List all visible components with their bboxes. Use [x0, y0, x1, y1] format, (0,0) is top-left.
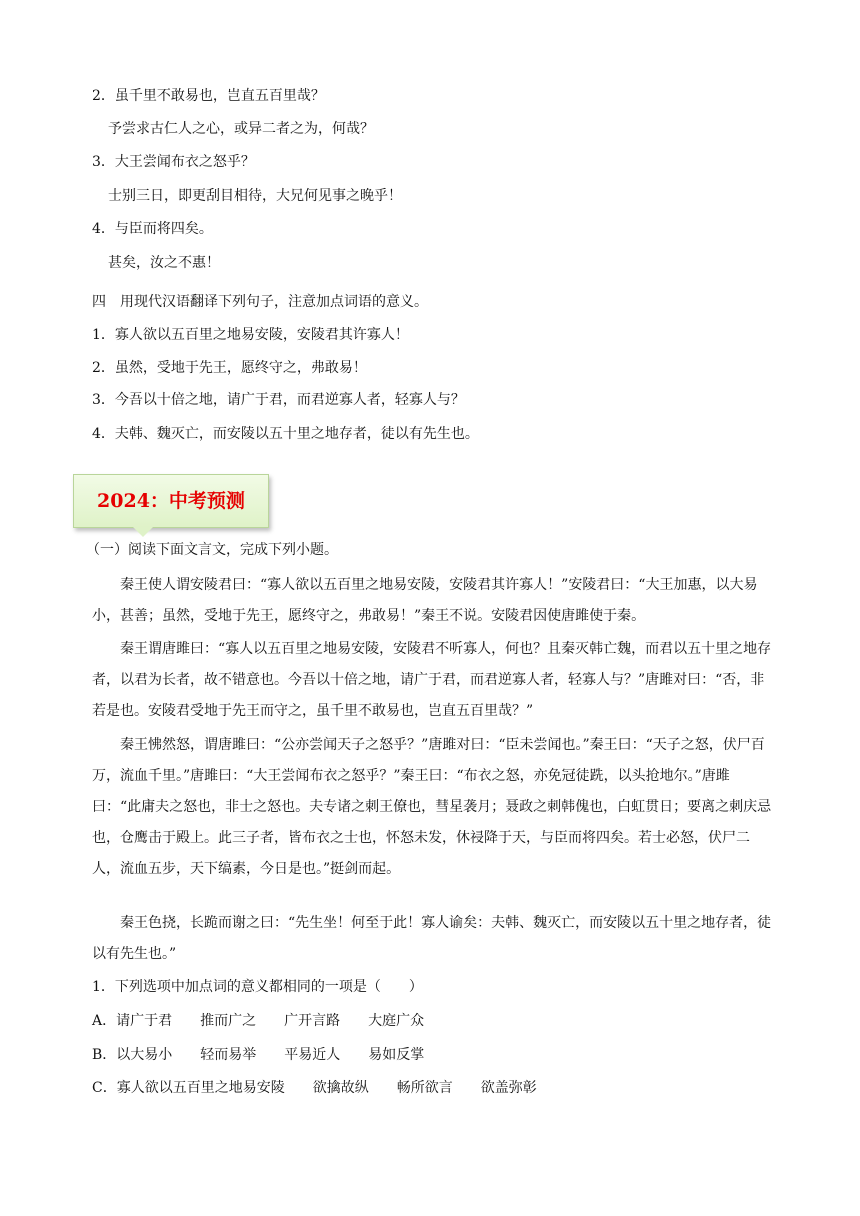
item-2: 2．虽千里不敢易也，岂直五百里哉？	[92, 88, 325, 104]
item-4-compare: 甚矣，汝之不惠！	[108, 255, 220, 271]
reading-intro: （一）阅读下面文言文，完成下列小题。	[86, 542, 338, 558]
option-b: B．以大易小 轻而易举 平易近人 易如反掌	[92, 1047, 425, 1063]
translate-4: 4．夫韩、魏灭亡，而安陵以五十里之地存者，徒以有先生也。	[92, 426, 479, 442]
option-a: A．请广于君 推而广之 广开言路 大庭广众	[92, 1013, 425, 1029]
item-3-compare: 士别三日，即更刮目相待，大兄何见事之晚乎！	[108, 188, 402, 204]
passage-paragraph-2: 秦王谓唐雎曰：“寡人以五百里之地易安陵，安陵君不听寡人，何也？且秦灭韩亡魏，而君以五十里之地存者，以君为长者，故不错意也。今吾以十倍之地，请广于君，而君逆寡人者，轻寡人与？”唐雎对曰：“否，非若是也。安陵君受地于先王而守之，虽千里不敢易也，岂直五百里哉？”	[92, 641, 772, 719]
item-4: 4．与臣而将四矣。	[92, 221, 213, 237]
translate-1: 1．寡人欲以五百里之地易安陵，安陵君其许寡人！	[92, 327, 409, 343]
option-c: C．寡人欲以五百里之地易安陵 欲擒故纵 畅所欲言 欲盖弥彰	[92, 1080, 537, 1096]
passage-paragraph-1: 秦王使人谓安陵君曰：“寡人欲以五百里之地易安陵，安陵君其许寡人！”安陵君曰：“大王加惠，以大易小，甚善；虽然，受地于先王，愿终守之，弗敢易！”秦王不说。安陵君因使唐雎使于秦。	[92, 577, 758, 624]
question-1-stem: 1．下列选项中加点词的意义都相同的一项是（ ）	[92, 979, 423, 995]
translate-3: 3．今吾以十倍之地，请广于君，而君逆寡人者，轻寡人与？	[92, 392, 465, 408]
item-3: 3．大王尝闻布衣之怒乎？	[92, 154, 255, 170]
section-4-title: 四 用现代汉语翻译下列句子，注意加点词语的意义。	[92, 294, 428, 310]
passage-paragraph-4: 秦王色挠，长跪而谢之曰：“先生坐！何至于此！寡人谕矣：夫韩、魏灭亡，而安陵以五十里之地存者，徒以有先生也。”	[92, 915, 772, 962]
banner-title: 2024：中考预测	[97, 490, 245, 512]
translate-2: 2．虽然，受地于先王，愿终守之，弗敢易！	[92, 360, 367, 376]
item-2-compare: 予尝求古仁人之心，或异二者之为，何哉？	[108, 121, 374, 137]
exam-forecast-banner	[73, 474, 269, 528]
passage-paragraph-3: 秦王怫然怒，谓唐雎曰：“公亦尝闻天子之怒乎？”唐雎对曰：“臣未尝闻也。”秦王曰：“天子之怒，伏尸百万，流血千里。”唐雎曰：“大王尝闻布衣之怒乎？”秦王曰：“布衣之怒，亦免冠徒跣，以头抢地尔。”唐雎曰：“此庸夫之怒也，非士之怒也。夫专诸之刺王僚也，彗星袭月；聂政之刺韩傀也，白虹贯日；要离之刺庆忌也，仓鹰击于殿上。此三子者，皆布衣之士也，怀怒未发，休祲降于天，与臣而将四矣。若士必怒，伏尸二人，流血五步，天下缟素，今日是也。”挺剑而起。	[92, 737, 772, 877]
banner-tail	[133, 527, 153, 537]
